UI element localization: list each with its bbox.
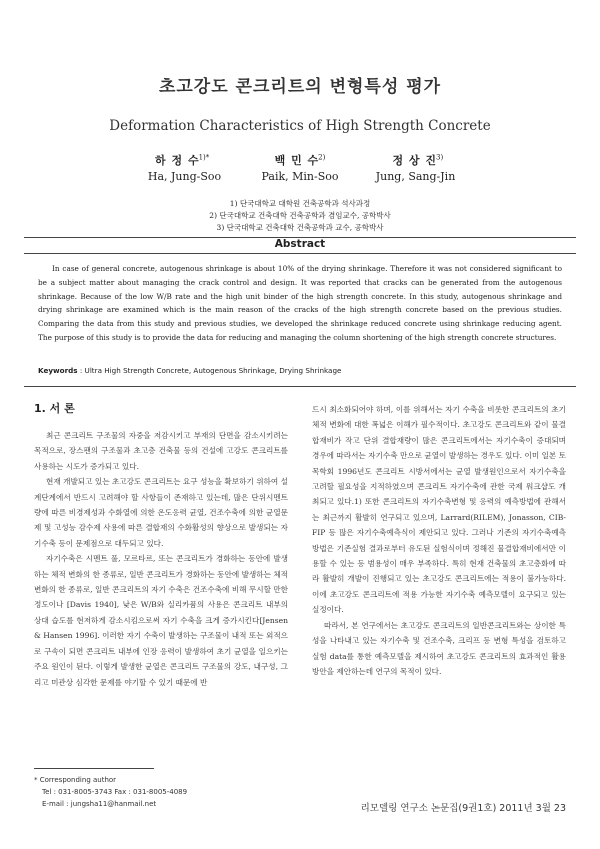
section-heading-introduction: 1. 서 론 <box>34 402 75 415</box>
affiliation-2: 2) 단국대학교 건축대학 건축공학과 겸임교수, 공학박사 <box>209 211 391 220</box>
abstract-bottom-rule <box>24 386 576 387</box>
author-2-ko: 백 민 수$^{2)}$ <box>274 153 326 167</box>
footnote-phone: Tel : 031-8005-3743 Fax : 031-8005-4089 <box>42 788 188 796</box>
affiliation-3: 3) 단국대학교 건축대학 건축공학과 교수, 공학박사 <box>216 223 384 232</box>
author-1-en: Ha, Jung-Soo <box>147 170 222 183</box>
footnote <box>34 774 187 810</box>
page-footer: 리모델링 연구소 논문집(9권1호) 2011년 3월 23 <box>360 803 566 814</box>
footnote-corresponding: * Corresponding author <box>34 776 117 784</box>
author-3-en: Jung, Sang-Jin <box>375 170 456 183</box>
author-2-en: Paik, Min-Soo <box>261 170 339 183</box>
body-column-left <box>34 428 288 690</box>
authors-korean <box>0 152 600 168</box>
title-english: Deformation Characteristics of High Strength Concrete <box>109 118 491 134</box>
keywords-text: : Ultra High Strength Concrete, Autogenous Shrinkage, Drying Shrinkage <box>77 366 342 375</box>
author-3-ko: 정 상 진$^{3)}$ <box>392 153 444 167</box>
author-1-ko: 하 정 수$^{1)*}$ <box>155 153 210 167</box>
body-column-right <box>312 402 566 679</box>
abstract-heading: Abstract <box>274 238 326 250</box>
paragraph: 최근 콘크리트 구조물의 자중을 저감시키고 부재의 단면을 감소시키려는 목적으로, 장스팬의 구조물과 초고층 건축물 등의 건설에 고강도 콘크리트를 사용하는 시도가 증가되고 있다. <box>34 431 288 471</box>
abstract-heading-rule <box>24 253 576 254</box>
footnote-email: E-mail : jungsha11@hanmail.net <box>42 800 157 808</box>
abstract-text: In case of general concrete, autogenous shrinkage is about 10% of the drying shrinkage. Therefore it was not considered significant to be a subject matter about managing the crack control and design. It was reported that cracks can be generated from the autogenous shrinkage. Because of the low W/B rate and the high unit binder of the high strength concrete. In this study, autogenous shrinkage and drying shrinkage are examined which is the main reason of the cracks of the high strength concrete based on the previous studies. Comparing the data from this study and previous studies, we developed the shrinkage reduced concrete using shrinkage reducing agent. The purpose of this study is to provide the data for reducing and managing the column shortening of the high strength concrete structures. <box>38 264 562 342</box>
paragraph: 드시 최소화되어야 하며, 이를 위해서는 자기 수축을 비롯한 콘크리트의 초기 체적 변화에 대한 폭넓은 이해가 필수적이다. 초고강도 콘크리트와 같이 물결합재비가 작고 단위 결합재량이 많은 콘크리트에서는 자기수축이 증대되며 경우에 따라서는 자기수축 만으로 균열이 발생하는 경우도 있다. 이미 일본 토목학회 1996년도 콘크리트 시방서에서는 균열 발생원인으로서 자기수축을 고려할 필요성을 지적하였으며 콘크리트 자기수축에 관한 국제 워크샵도 개최되고 있다.1) 또한 콘크리트의 자기수축변형 및 응력의 예측방법에 관해서는 최근까지 활발히 연구되고 있으며, Larrard(RILEM), Jonasson, CIB-FIP 등 많은 자기수축예측식이 제안되고 있다. 그러나 기존의 자기수축예측방법은 기존실험 결과로부터 유도된 실험식이며 정해진 물결합재비에서만 이용할 수 있는 등 범용성이 매우 부족하다. 특히 현재 건축물의 초고층화에 따라 활발히 개발이 진행되고 있는 초고강도 콘크리트에는 적용이 불가능하다. 이에 초고강도 콘크리트에 적용 가능한 자기수축 예측모델이 요구되고 있는 실정이다. <box>312 405 566 615</box>
affiliations <box>0 198 600 234</box>
title-korean: 초고강도 콘크리트의 변형특성 평가 <box>158 77 442 97</box>
footnote-rule <box>34 768 154 769</box>
keywords-line <box>38 366 341 375</box>
authors-english <box>0 170 600 183</box>
paragraph: 자기수축은 시멘트 풀, 모르타르, 또는 콘크리트가 경화하는 동안에 발생하는 체적 변화의 한 종류로, 일반 콘크리트가 경화하는 동안에 발생하는 체적 변화의 한 종류로, 일반 콘크리트의 자기 수축은 건조수축에 비해 무시할 만한 정도이나 [Davis 1940], 낮은 W/B와 실리카퓸의 사용은 콘크리트 내부의 상대 습도를 현저하게 감소시킴으로써 자기 수축을 크게 증가시킨다[Jensen & Hansen 1996]. 이러한 자기 수축이 발생하는 구조물이 내적 또는 외적으로 구속이 되면 콘크리트 내부에 인장 응력이 발생하여 초기 균열을 일으키는 주요 원인이 된다. 이렇게 발생한 균열은 콘크리트 구조물의 강도, 내구성, 그리고 미관상 심각한 문제를 야기할 수 있기 때문에 반 <box>34 554 288 687</box>
paragraph: 현재 개발되고 있는 초고강도 콘크리트는 요구 성능을 확보하기 위하여 설계단계에서 반드시 고려해야 할 사항들이 존재하고 있는데, 많은 단위시멘트량에 따른 비경제성과 수화열에 의한 온도응력 균열, 건조수축에 의한 균열문제 및 고성능 감수제 사용에 따른 결합재의 수화활성의 향상으로 발생되는 자기수축 등이 문제점으로 대두되고 있다. <box>34 477 288 548</box>
keywords-label: Keywords <box>38 366 78 375</box>
paragraph: 따라서, 본 연구에서는 초고강도 콘크리트의 일반콘크리트와는 상이한 특성을 나타내고 있는 자기수축 및 건조수축, 크리프 등 변형 특성을 검토하고 실험 data를 통한 예측모델을 제시하여 초고강도 콘크리트의 효과적인 활용 방안을 제안하는데 연구의 목적이 있다. <box>312 620 566 676</box>
affiliation-1: 1) 단국대학교 대학원 건축공학과 석사과정 <box>229 199 371 208</box>
